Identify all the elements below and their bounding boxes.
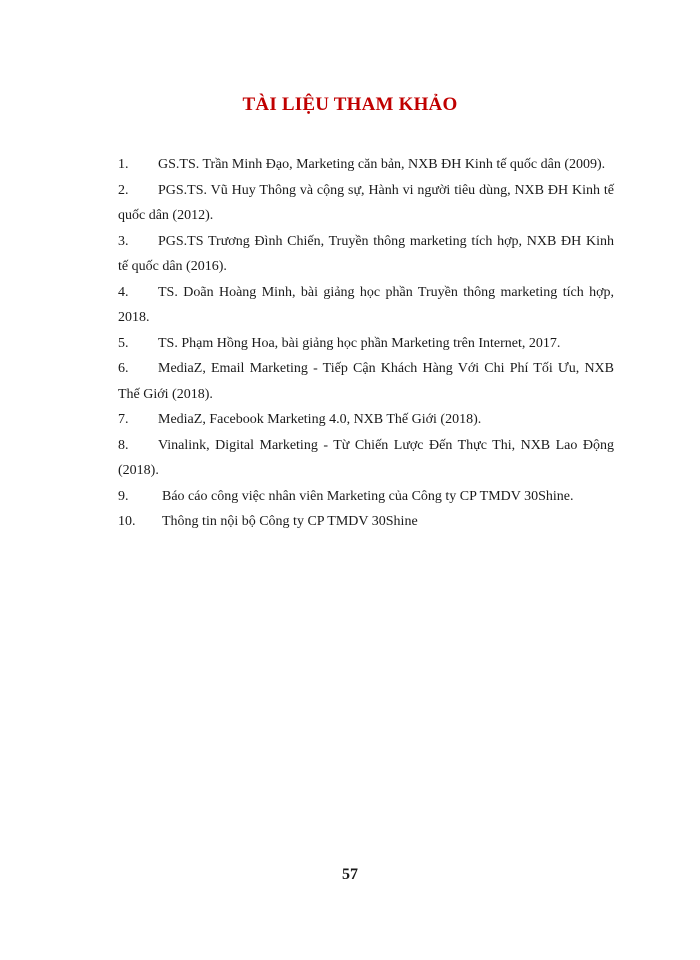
reference-text: MediaZ, Facebook Marketing 4.0, NXB Thế Giới (2018). [158, 412, 482, 427]
reference-item [118, 356, 614, 407]
reference-number: 8. [118, 437, 129, 453]
reference-number: 5. [118, 335, 129, 351]
reference-item [118, 407, 614, 433]
reference-text: Vinalink, Digital Marketing - Từ Chiến Lược Đến Thực Thi, NXB Lao Động (2018). [118, 437, 614, 478]
reference-text: Thông tin nội bộ Công ty CP TMDV 30Shine [162, 514, 418, 529]
reference-number: 4. [118, 284, 129, 300]
reference-item [118, 229, 614, 280]
reference-item [118, 433, 614, 484]
reference-text: PGS.TS. Vũ Huy Thông và cộng sự, Hành vi người tiêu dùng, NXB ĐH Kinh tế quốc dân (2012). [118, 182, 614, 223]
reference-number: 9. [118, 488, 129, 504]
reference-text: TS. Phạm Hồng Hoa, bài giảng học phần Marketing trên Internet, 2017. [158, 335, 561, 351]
reference-item [118, 178, 614, 229]
reference-item [118, 331, 614, 357]
reference-number: 7. [118, 412, 129, 427]
reference-number: 3. [118, 233, 129, 249]
reference-text: TS. Doãn Hoàng Minh, bài giảng học phần Truyền thông marketing tích hợp, 2018. [118, 284, 614, 325]
reference-item [118, 152, 614, 178]
reference-item [118, 280, 614, 331]
reference-list [118, 152, 614, 535]
reference-text: GS.TS. Trần Minh Đạo, Marketing căn bản, NXB ĐH Kinh tế quốc dân (2009). [158, 157, 606, 172]
page-title: TÀI LIỆU THAM KHẢO [242, 94, 458, 115]
reference-text: MediaZ, Email Marketing - Tiếp Cận Khách Hàng Với Chi Phí Tối Ưu, NXB Thế Giới (2018). [118, 361, 614, 402]
reference-text: Báo cáo công việc nhân viên Marketing của Công ty CP TMDV 30Shine. [162, 488, 574, 504]
reference-item [118, 484, 614, 510]
page-number: 57 [342, 866, 358, 883]
reference-number: 10. [118, 514, 136, 529]
reference-text: PGS.TS Trương Đình Chiến, Truyền thông marketing tích hợp, NXB ĐH Kinh tế quốc dân (2016). [118, 233, 614, 274]
reference-number: 2. [118, 182, 129, 198]
reference-number: 1. [118, 157, 129, 172]
reference-number: 6. [118, 361, 129, 376]
reference-item [118, 509, 614, 535]
